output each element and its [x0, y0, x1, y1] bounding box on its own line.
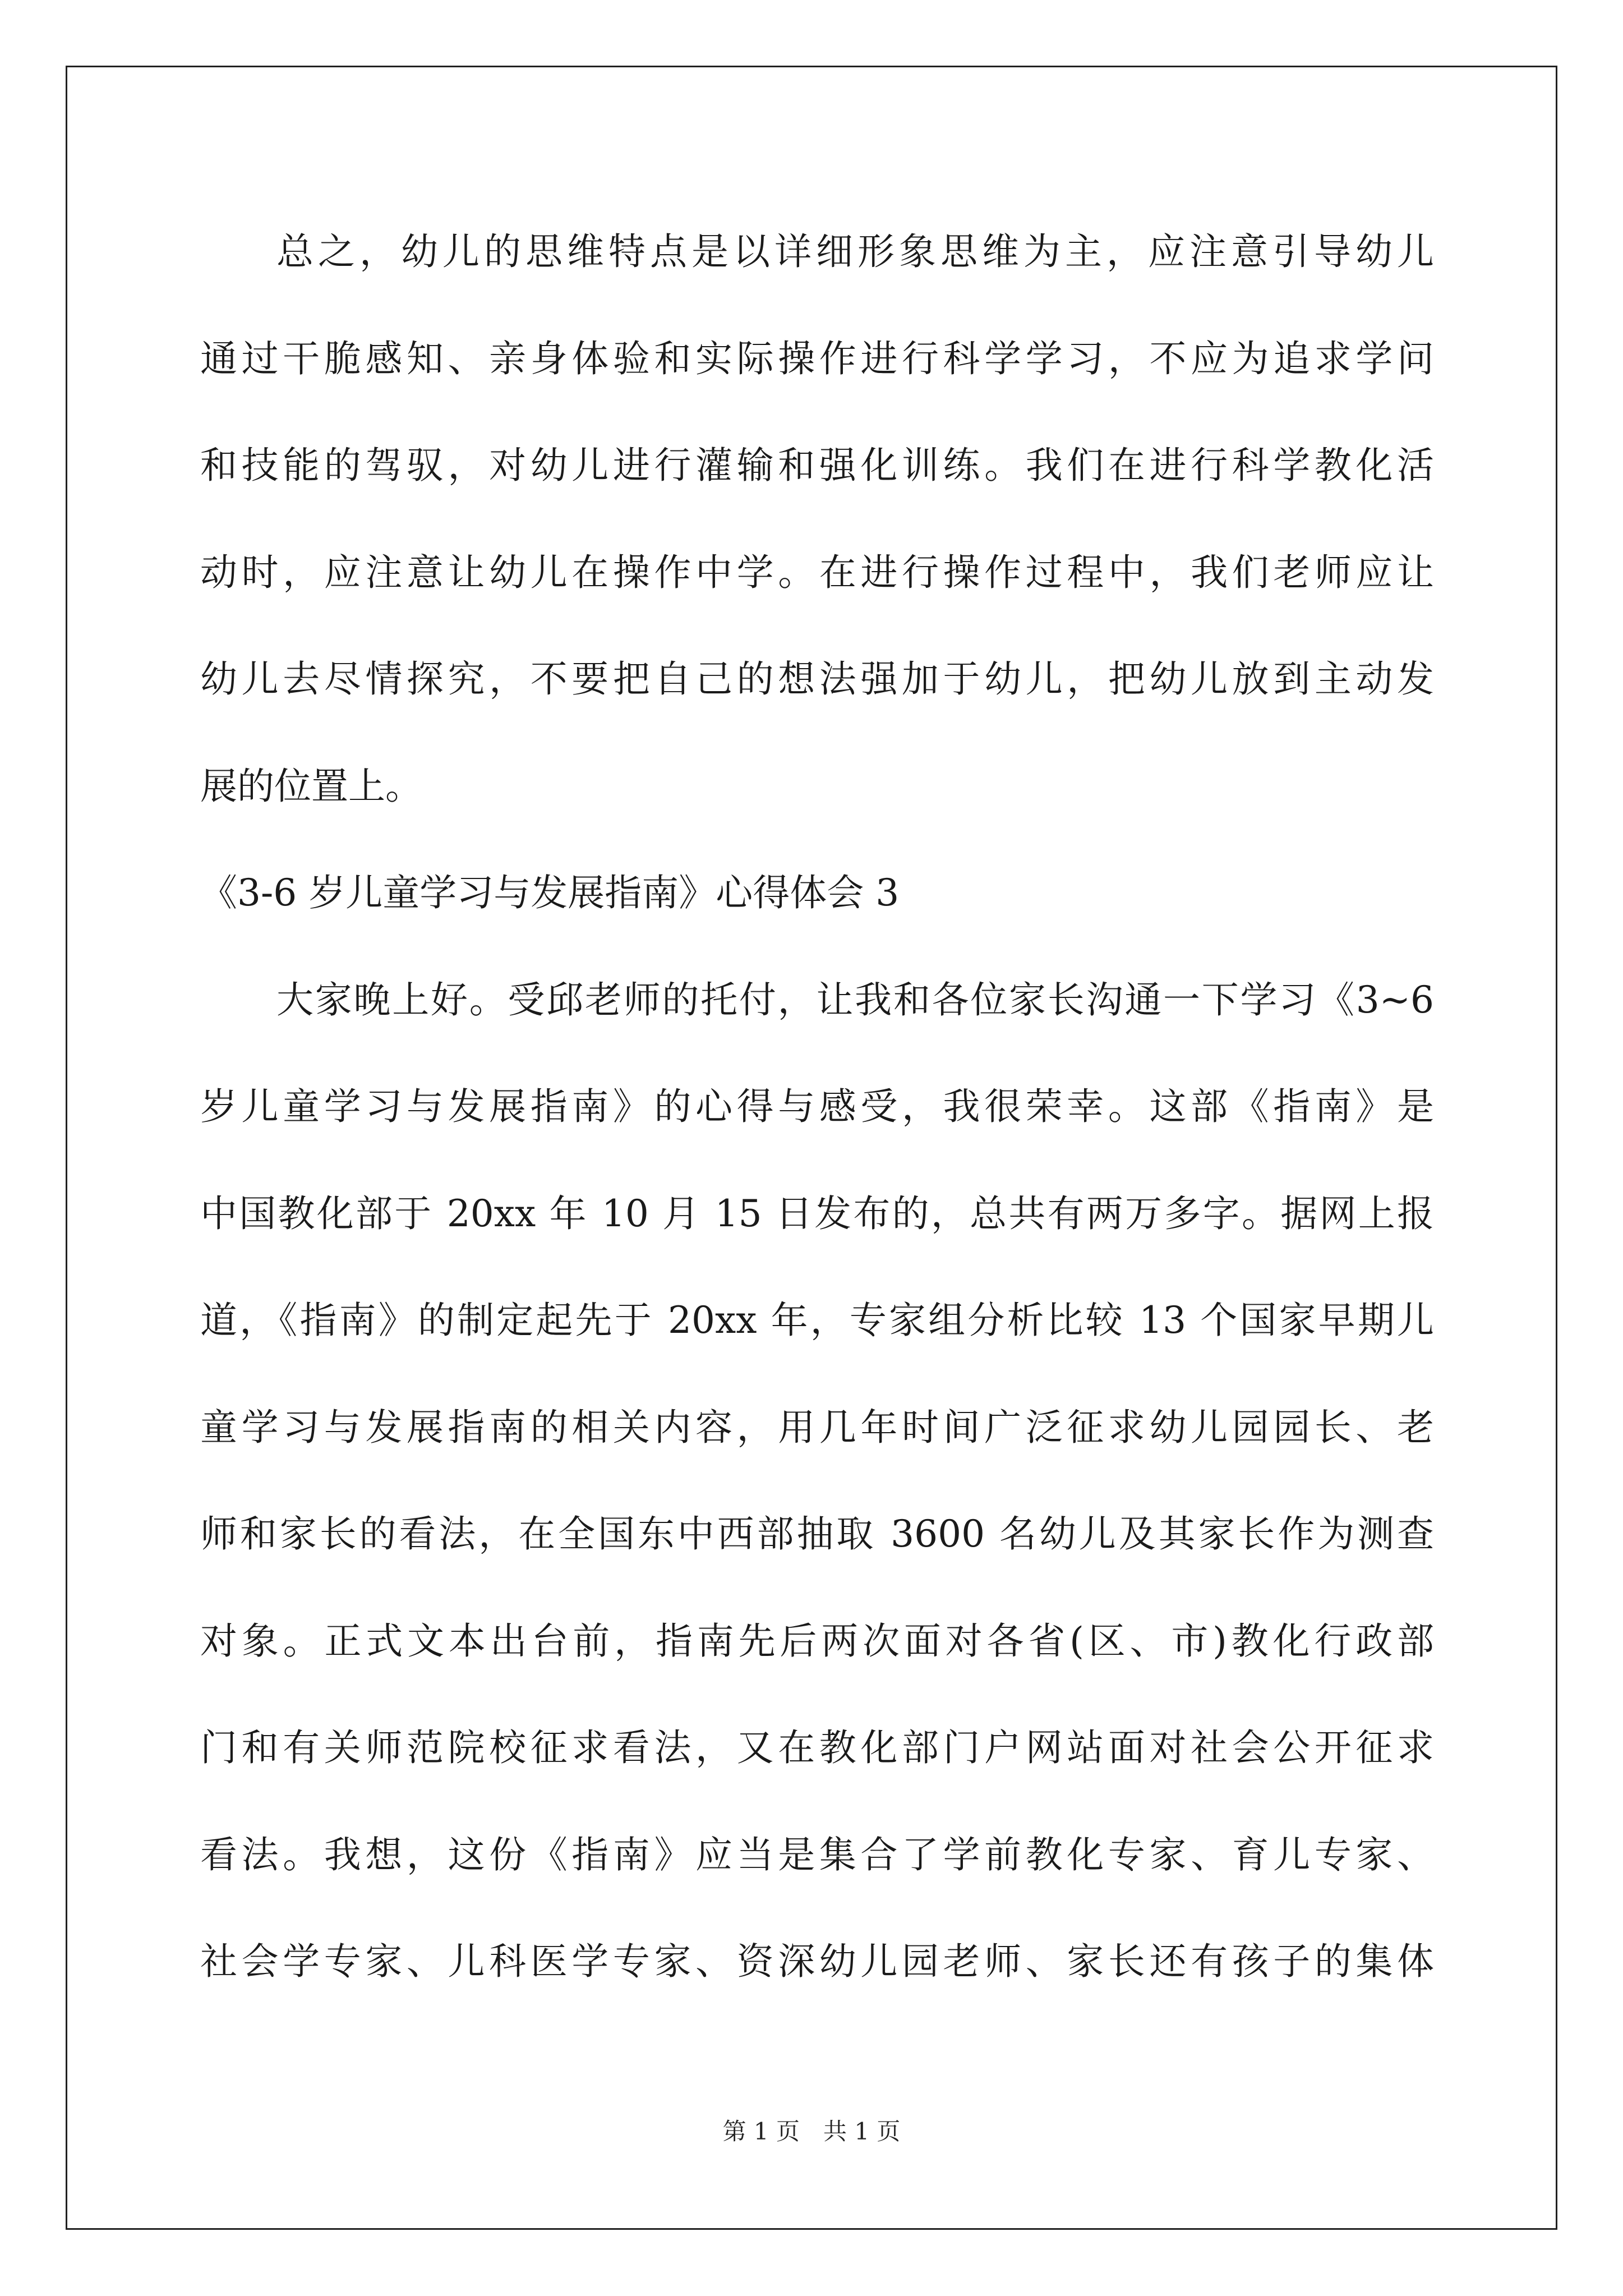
paragraph-line: 童学习与发展指南的相关内容，用几年时间广泛征求幼儿园园长、老 — [200, 1405, 1434, 1449]
paragraph-line: 展的位置上。 — [200, 764, 422, 808]
paragraph-line: 师和家长的看法，在全国东中西部抽取 3600 名幼儿及其家长作为测查 — [200, 1512, 1434, 1556]
page-number: 第 1 页 — [722, 2118, 800, 2145]
paragraph-line: 看法。我想，这份《指南》应当是集合了学前教化专家、育儿专家、 — [200, 1833, 1434, 1876]
paragraph-1 — [200, 199, 1434, 840]
paragraph-line: 道，《指南》的制定起先于 20xx 年，专家组分析比较 13 个国家早期儿 — [200, 1299, 1434, 1342]
paragraph-line: 动时，应注意让幼儿在操作中学。在进行操作过程中，我们老师应让 — [200, 550, 1434, 594]
paragraph-line: 对象。正式文本出台前，指南先后两次面对各省(区、市)教化行政部 — [200, 1619, 1434, 1663]
paragraph-line: 大家晚上好。受邱老师的托付，让我和各位家长沟通一下学习《3~6 — [276, 978, 1434, 1022]
paragraph-line: 通过干脆感知、亲身体验和实际操作进行科学学习，不应为追求学问 — [200, 337, 1434, 380]
paragraph-line: 和技能的驾驭，对幼儿进行灌输和强化训练。我们在进行科学教化活 — [200, 444, 1434, 487]
paragraph-line: 岁儿童学习与发展指南》的心得与感受，我很荣幸。这部《指南》是 — [200, 1085, 1434, 1128]
document-body — [200, 199, 1434, 2016]
page-total: 共 1 页 — [823, 2118, 901, 2145]
paragraph-line: 门和有关师范院校征求看法，又在教化部门户网站面对社会公开征求 — [200, 1726, 1434, 1769]
paragraph-line: 中国教化部于 20xx 年 10 月 15 日发布的，总共有两万多字。据网上报 — [200, 1191, 1434, 1235]
paragraph-2 — [200, 947, 1434, 2016]
paragraph-line: 幼儿去尽情探究，不要把自己的想法强加于幼儿，把幼儿放到主动发 — [200, 657, 1434, 701]
section-heading: 《3-6 岁儿童学习与发展指南》心得体会 3 — [200, 871, 900, 914]
page-footer — [0, 2115, 1623, 2148]
paragraph-line: 社会学专家、儿科医学专家、资深幼儿园老师、家长还有孩子的集体 — [200, 1940, 1434, 1983]
paragraph-line: 总之，幼儿的思维特点是以详细形象思维为主，应注意引导幼儿 — [276, 230, 1434, 273]
